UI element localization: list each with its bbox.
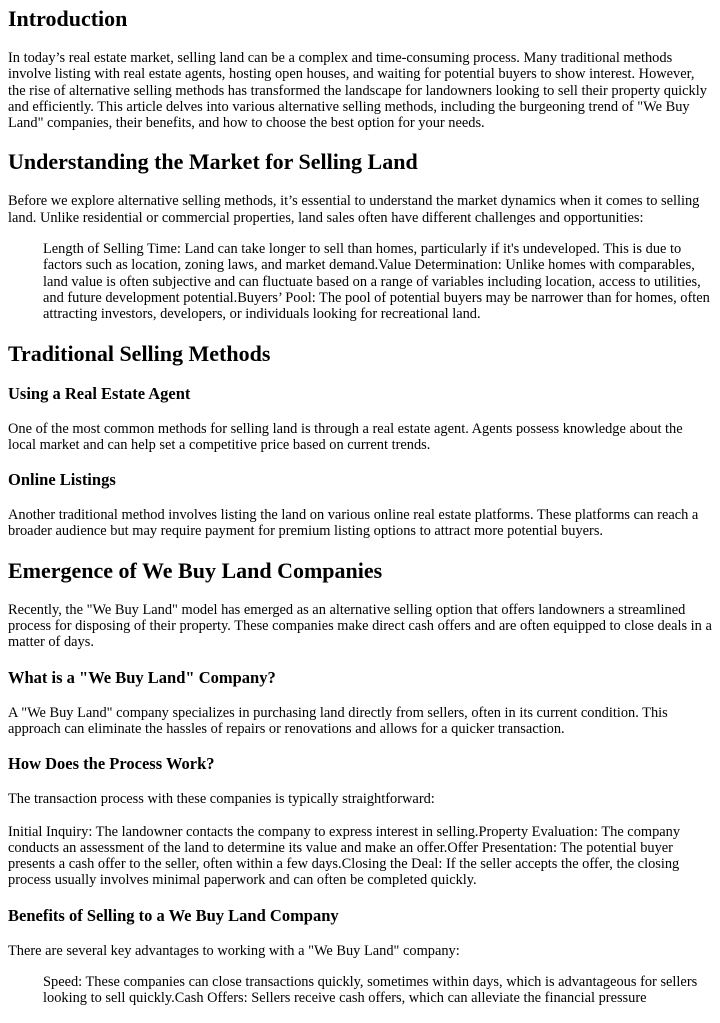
real-estate-agent-paragraph: One of the most common methods for selling land is through a real estate agent. Agents possess knowledge about the local market and can help set a competitive price based on current trends.	[8, 420, 683, 453]
introduction-paragraph: In today’s real estate market, selling land can be a complex and time-consuming process. Many traditional methods involve listing with real estate agents, hosting open houses, and waiting for potential buyers to show interest. However, the rise of alternative selling methods has transformed the landscape for landowners looking to sell their property quickly and efficiently. This article delves into various alternative selling methods, including the burgeoning trend of "We Buy Land" companies, their benefits, and how to choose the best option for your needs.	[8, 50, 707, 132]
market-paragraph: Before we explore alternative selling methods, it’s essential to understand the market dynamics when it comes to selling land. Unlike residential or commercial properties, land sales often have different challenges and opportunities:	[8, 193, 700, 226]
market-factors-list: Length of Selling Time: Land can take longer to sell than homes, particularly if it's undeveloped. This is due to factors such as location, zoning laws, and market demand.Value Determination: Unlike homes with comparables, land value is often subjective and can fluctuate based on a range of variables including location, access to utilities, and future development potential.Buyers’ Pool: The pool of potential buyers may be narrower than for homes, often attracting investors, developers, or individuals looking for recreational land.	[43, 241, 710, 323]
benefits-list: Speed: These companies can close transactions quickly, sometimes within days, which is advantageous for sellers looking to sell quickly.Cash Offers: Sellers receive cash offers, which can alleviate the financial pressure	[43, 974, 698, 1007]
what-is-company-heading: What is a "We Buy Land" Company?	[8, 667, 276, 687]
online-listings-heading: Online Listings	[8, 470, 116, 490]
process-heading: How Does the Process Work?	[8, 754, 215, 774]
process-steps-paragraph: Initial Inquiry: The landowner contacts the company to express interest in selling.Property Evaluation: The company conducts an assessment of the land to determine its value and make an offer.Offer Presentation: The potential buyer presents a cash offer to the seller, often within a few days.Closing the Deal: If the seller accepts the offer, the closing process usually involves minimal paperwork and can often be completed quickly.	[8, 823, 681, 889]
what-is-company-paragraph: A "We Buy Land" company specializes in purchasing land directly from sellers, often in its current condition. This approach can eliminate the hassles of repairs or renovations and allows for a quicker transaction.	[8, 704, 668, 737]
real-estate-agent-heading: Using a Real Estate Agent	[8, 383, 191, 403]
benefits-intro-paragraph: There are several key advantages to working with a "We Buy Land" company:	[8, 942, 460, 959]
benefits-heading: Benefits of Selling to a We Buy Land Company	[8, 905, 339, 925]
process-intro-paragraph: The transaction process with these companies is typically straightforward:	[8, 791, 435, 808]
traditional-methods-heading: Traditional Selling Methods	[8, 340, 271, 366]
emergence-paragraph: Recently, the "We Buy Land" model has emerged as an alternative selling option that offers landowners a streamlined process for disposing of their property. These companies make direct cash offers and are often equipped to close deals in a matter of days.	[8, 601, 712, 651]
emergence-heading: Emergence of We Buy Land Companies	[8, 557, 383, 583]
online-listings-paragraph: Another traditional method involves listing the land on various online real estate platforms. These platforms can reach a broader audience but may require payment for premium listing options to attract more potential buyers.	[8, 507, 699, 540]
market-heading: Understanding the Market for Selling Land	[8, 149, 418, 175]
introduction-heading: Introduction	[8, 6, 128, 31]
article	[0, 6, 720, 1007]
